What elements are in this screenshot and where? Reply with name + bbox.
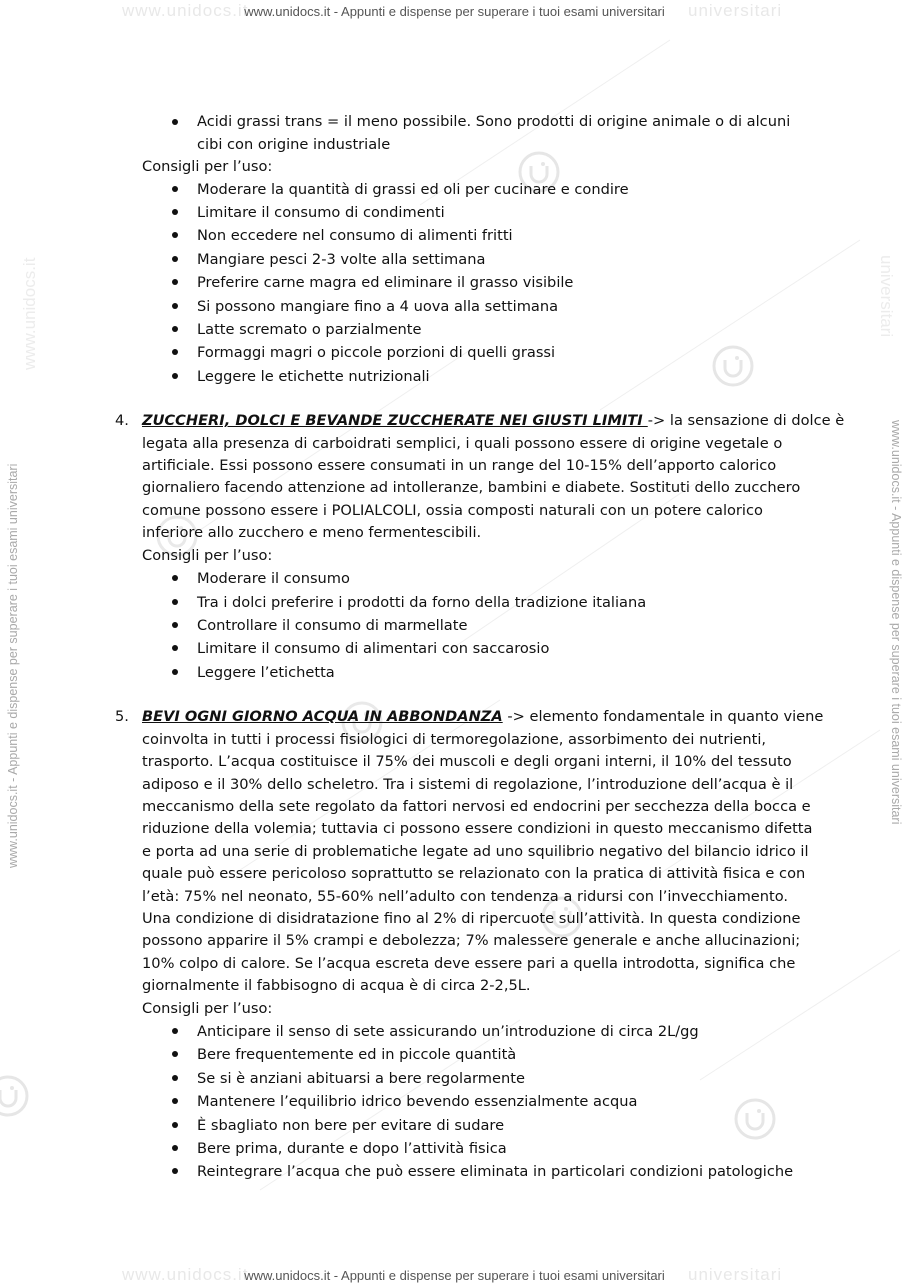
list-item: È sbagliato non bere per evitare di sudare [197, 1117, 505, 1134]
bullet [172, 303, 178, 309]
list-item: Moderare la quantità di grassi ed oli per cucinare e condire [197, 181, 629, 198]
list-item: Tra i dolci preferire i prodotti da forno della tradizione italiana [197, 594, 647, 611]
paragraph-line: giornalmente il fabbisogno di acqua è di circa 2-2,5L. [142, 977, 531, 994]
list-item: Non eccedere nel consumo di alimenti fritti [197, 227, 513, 244]
paragraph-line: inferiore allo zucchero e meno fermentescibili. [142, 524, 482, 541]
bullet [172, 349, 178, 355]
consigli-label: Consigli per l’uso: [142, 547, 273, 564]
consigli-label: Consigli per l’uso: [142, 158, 273, 175]
section-title-rest: -> la sensazione di dolce è [647, 412, 845, 429]
list-item: Leggere l’etichetta [197, 664, 335, 681]
page-footer: www.unidocs.it - Appunti e dispense per superare i tuoi esami universitari [244, 1268, 665, 1283]
list-item: Controllare il consumo di marmellate [197, 617, 468, 634]
paragraph-line: trasporto. L’acqua costituisce il 75% dei muscoli e degli organi interni, il 10% del tessuto [142, 753, 792, 770]
paragraph-line: riduzione della volemia; tuttavia ci possono essere condizioni in questo meccanismo difetta [142, 820, 813, 837]
side-watermark-left: www.unidocs.it - Appunti e dispense per superare i tuoi esami universitari [6, 463, 20, 868]
side-ghost-right: universitari [877, 255, 896, 338]
bullet-text-continued: cibi con origine industriale [197, 136, 391, 153]
list-item: Formaggi magri o piccole porzioni di quelli grassi [197, 344, 556, 361]
section-heading [142, 409, 844, 432]
list-item: Si possono mangiare fino a 4 uova alla settimana [197, 298, 559, 315]
side-watermark-right: www.unidocs.it - Appunti e dispense per superare i tuoi esami universitari [889, 420, 903, 825]
paragraph-line: l’età: 75% nel neonato, 55-60% nell’adulto con tendenza a ridursi con l’invecchiamento. [142, 888, 789, 905]
section-number: 5. [115, 708, 129, 725]
paragraph-line: Una condizione di disidratazione fino al 2% di ripercuote sull’attività. In questa condizione [142, 910, 801, 927]
bullet [172, 622, 178, 628]
bullet [172, 1028, 178, 1034]
paragraph-line: artificiale. Essi possono essere consumati in un range del 10-15% dell’apporto calorico [142, 457, 777, 474]
bullet [172, 232, 178, 238]
section-title: ZUCCHERI, DOLCI E BEVANDE ZUCCHERATE NEI GIUSTI LIMITI [142, 412, 648, 429]
list-item: Mantenere l’equilibrio idrico bevendo essenzialmente acqua [197, 1093, 638, 1110]
paragraph-line: meccanismo della sete regolato da fattori nervosi ed endocrini per secchezza della bocca e [142, 798, 811, 815]
page-header: www.unidocs.it - Appunti e dispense per superare i tuoi esami universitari [244, 4, 665, 19]
paragraph-line: e porta ad una serie di problematiche legate ad uno squilibrio negativo del bilancio idrico il [142, 843, 809, 860]
bullet [172, 326, 178, 332]
bullet [172, 1168, 178, 1174]
bullet [172, 1098, 178, 1104]
bullet-text: Acidi grassi trans = il meno possibile. Sono prodotti di origine animale o di alcuni [197, 113, 791, 130]
paragraph-line: giornaliero facendo attenzione ad intolleranze, bambini e diabete. Sostituti dello zucchero [142, 479, 801, 496]
bullet [172, 256, 178, 262]
list-item: Leggere le etichette nutrizionali [197, 368, 430, 385]
paragraph-line: coinvolta in tutti i processi fisiologici di termoregolazione, assorbimento dei nutrienti, [142, 731, 767, 748]
list-item: Se si è anziani abituarsi a bere regolarmente [197, 1070, 525, 1087]
section-title: BEVI OGNI GIORNO ACQUA IN ABBONDANZA [142, 708, 503, 725]
bullet [172, 119, 178, 125]
list-item: Limitare il consumo di condimenti [197, 204, 445, 221]
list-item: Bere prima, durante e dopo l’attività fisica [197, 1140, 507, 1157]
bullet [172, 1075, 178, 1081]
list-item: Bere frequentemente ed in piccole quantità [197, 1046, 517, 1063]
watermark-ghost-top: www.unidocs.it [122, 1, 249, 20]
section-number: 4. [115, 412, 129, 429]
bullet [172, 575, 178, 581]
list-item: Latte scremato o parzialmente [197, 321, 422, 338]
list-item: Anticipare il senso di sete assicurando un’introduzione di circa 2L/gg [197, 1023, 699, 1040]
watermark-ghost-top-right: universitari [688, 1, 783, 20]
paragraph-line: adiposo e il 30% dello scheletro. Tra i sistemi di regolazione, l’introduzione dell’acqua è il [142, 776, 794, 793]
paragraph-line: comune possono essere i POLIALCOLI, ossia composti naturali con un potere calorico [142, 502, 763, 519]
list-item: Mangiare pesci 2-3 volte alla settimana [197, 251, 486, 268]
list-item: Moderare il consumo [197, 570, 350, 587]
list-item: Limitare il consumo di alimentari con saccarosio [197, 640, 550, 657]
watermark-ghost-bottom-right: universitari [688, 1265, 783, 1284]
consigli-label: Consigli per l’uso: [142, 1000, 273, 1017]
paragraph-line: 10% colpo di calore. Se l’acqua escreta deve essere pari a quella introdotta, significa che [142, 955, 796, 972]
bullet [172, 1145, 178, 1151]
side-ghost-left: www.unidocs.it [20, 257, 39, 370]
list-item: Preferire carne magra ed eliminare il grasso visibile [197, 274, 574, 291]
bullet [172, 599, 178, 605]
bullet [172, 645, 178, 651]
bullet [172, 1122, 178, 1128]
bullet [172, 279, 178, 285]
watermark-ghost-bottom: www.unidocs.it [122, 1265, 249, 1284]
section-title-rest: -> elemento fondamentale in quanto viene [502, 708, 824, 725]
paragraph-line: legata alla presenza di carboidrati semplici, i quali possono essere di origine vegetale o [142, 435, 783, 452]
paragraph-line: quale può essere pericoloso soprattutto se relazionato con la pratica di attività fisica e con [142, 865, 806, 882]
bullet [172, 186, 178, 192]
bullet [172, 209, 178, 215]
section-heading [142, 705, 823, 728]
bullet [172, 1051, 178, 1057]
bullet [172, 669, 178, 675]
paragraph-line: possono apparire il 5% crampi e debolezza; 7% malessere generale e anche allucinazioni; [142, 932, 801, 949]
list-item: Reintegrare l’acqua che può essere eliminata in particolari condizioni patologiche [197, 1163, 794, 1180]
bullet [172, 373, 178, 379]
